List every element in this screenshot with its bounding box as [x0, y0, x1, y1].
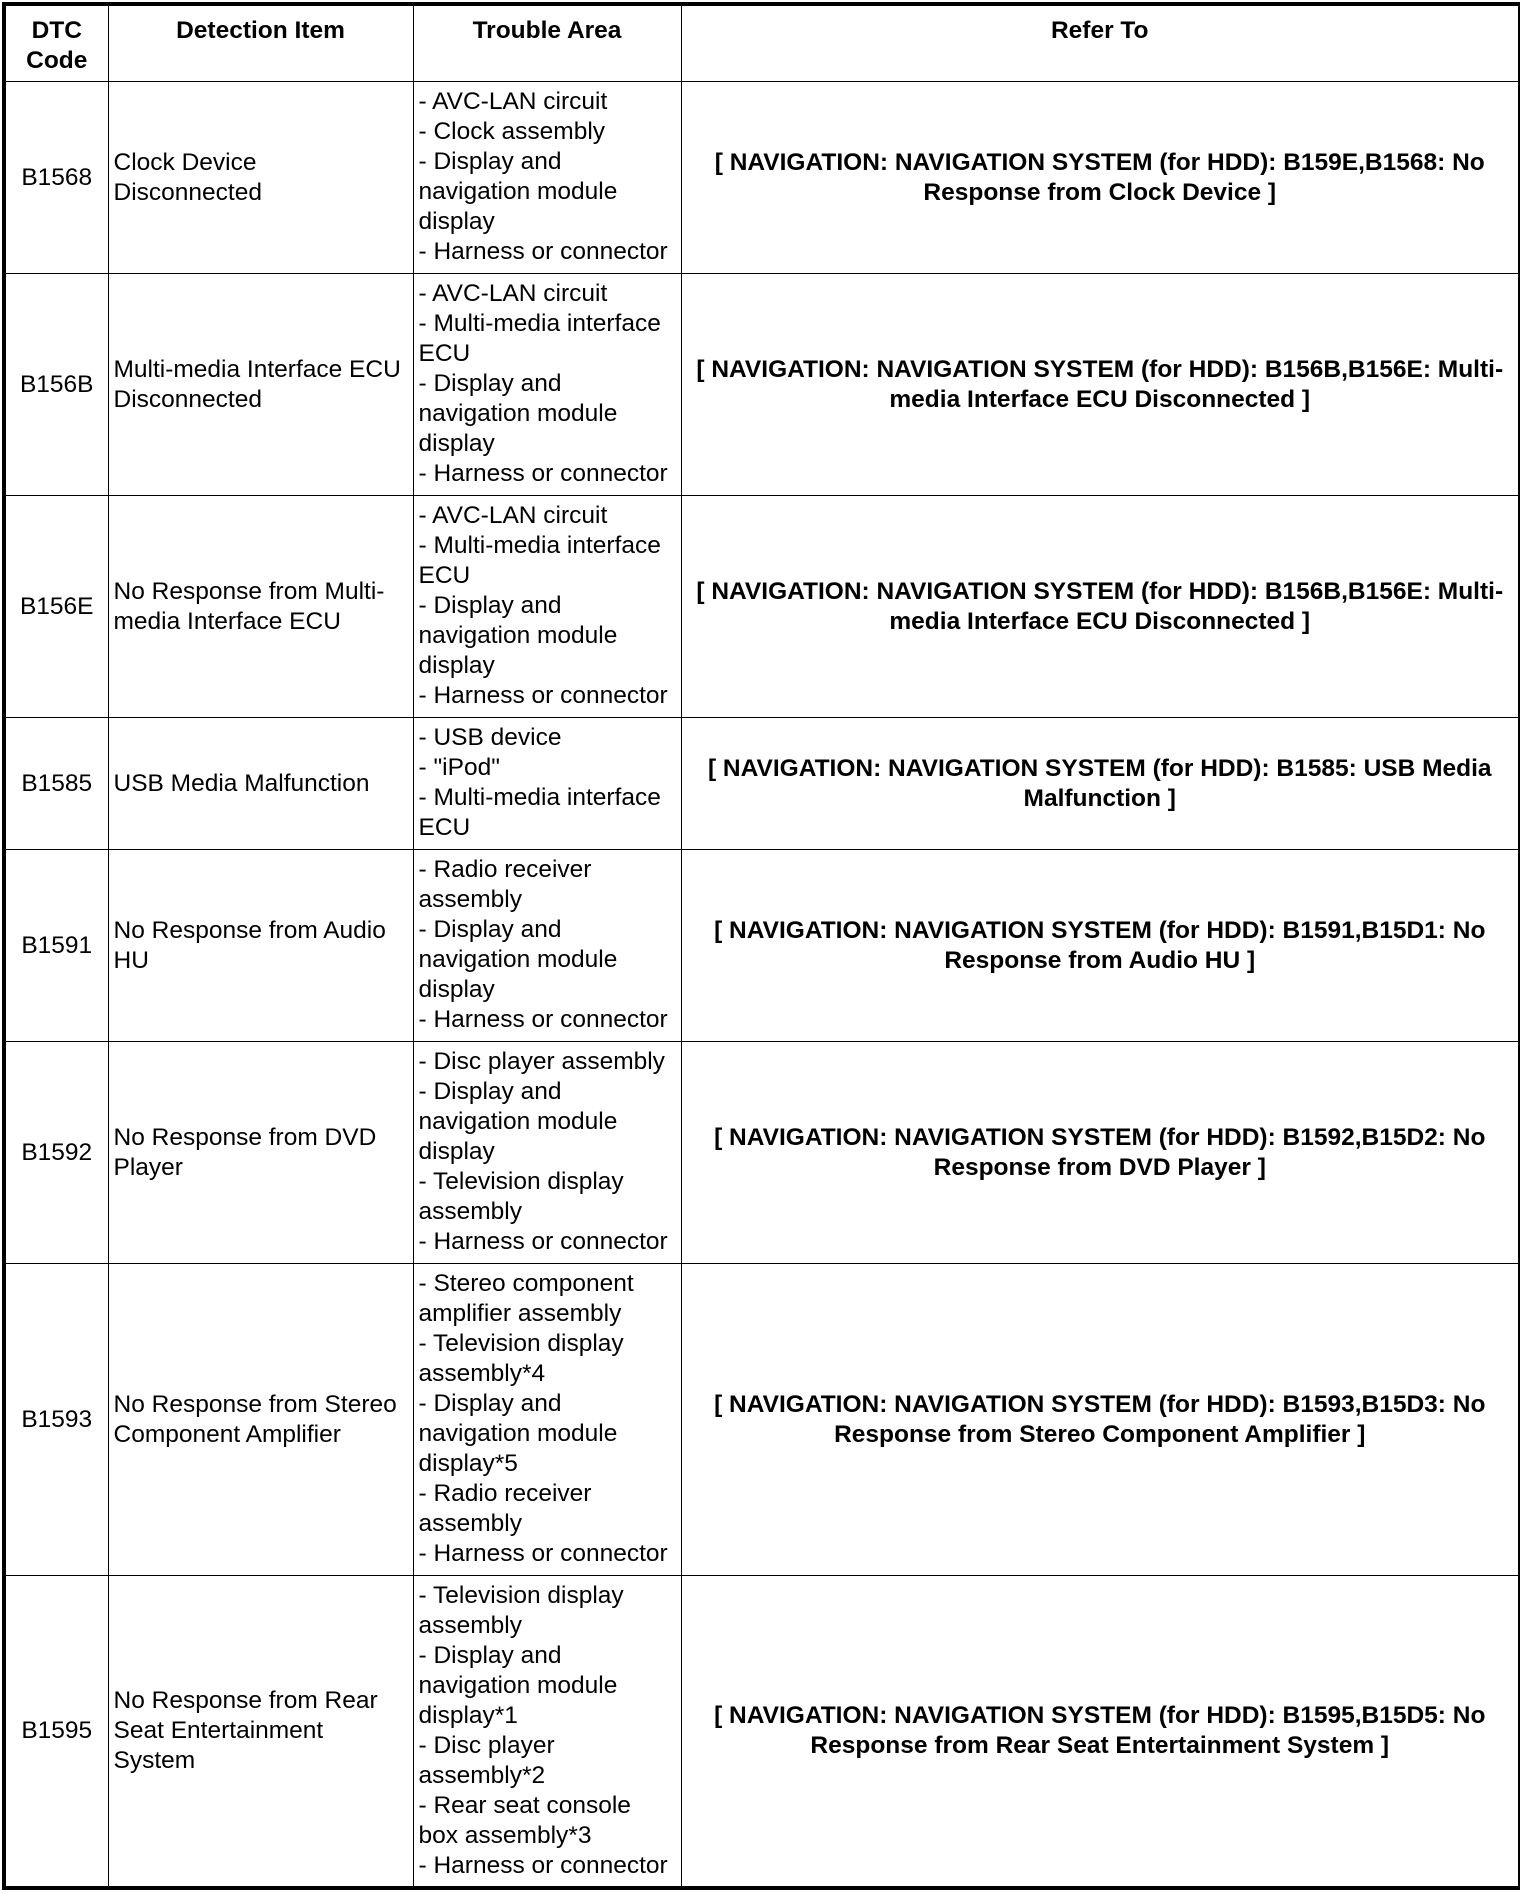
dtc-code-cell: B1595 [4, 1576, 108, 1888]
trouble-area-line: - Radio receiver assembly [418, 856, 592, 913]
trouble-area-cell [413, 496, 681, 718]
refer-to-cell [681, 1576, 1520, 1888]
refer-to-link[interactable]: [ NAVIGATION: NAVIGATION SYSTEM (for HDD): B1593,B15D3: No Response from Stereo Component Amplifier ] [714, 1390, 1486, 1448]
table-row [4, 1042, 1520, 1264]
dtc-code-cell: B1568 [4, 82, 108, 274]
trouble-area-line: - Display and navigation module display [418, 148, 618, 235]
table-row [4, 274, 1520, 496]
table-row [4, 1576, 1520, 1888]
table-row [4, 718, 1520, 850]
trouble-area-line: - USB device [418, 724, 562, 751]
header-dtc-code: DTC Code [4, 4, 108, 82]
refer-to-cell [681, 1042, 1520, 1264]
table-body [4, 82, 1520, 1888]
trouble-area-cell [413, 82, 681, 274]
dtc-code-cell: B1593 [4, 1264, 108, 1576]
trouble-area-cell [413, 1042, 681, 1264]
trouble-area-line: - Television display assembly*4 [418, 1330, 624, 1387]
detection-item-cell: USB Media Malfunction [108, 718, 413, 850]
trouble-area-line: - "iPod" [418, 754, 500, 781]
trouble-area-line: - Harness or connector [418, 1540, 668, 1567]
trouble-area-line: - Multi-media interface ECU [418, 784, 661, 841]
header-refer-to: Refer To [681, 4, 1520, 82]
trouble-area-line: - Display and navigation module display*5 [418, 1390, 618, 1477]
trouble-area-line: - AVC-LAN circuit [418, 502, 608, 529]
detection-item-cell: No Response from Rear Seat Entertainment System [108, 1576, 413, 1888]
trouble-area-line: - Display and navigation module display [418, 1078, 618, 1165]
trouble-area-line: - Clock assembly [418, 118, 606, 145]
trouble-area-line: - Multi-media interface ECU [418, 532, 661, 589]
table-row [4, 496, 1520, 718]
dtc-table [2, 2, 1520, 1890]
trouble-area-line: - Display and navigation module display [418, 370, 618, 457]
refer-to-cell [681, 850, 1520, 1042]
refer-to-cell [681, 496, 1520, 718]
trouble-area-line: - Display and navigation module display [418, 916, 618, 1003]
dtc-code-cell: B156B [4, 274, 108, 496]
trouble-area-line: - Display and navigation module display*1 [418, 1642, 618, 1729]
refer-to-link[interactable]: [ NAVIGATION: NAVIGATION SYSTEM (for HDD): B1591,B15D1: No Response from Audio HU ] [714, 916, 1486, 974]
dtc-table-container [2, 2, 1520, 1890]
trouble-area-line: - Harness or connector [418, 682, 668, 709]
trouble-area-line: - Television display assembly [418, 1582, 624, 1639]
dtc-code-cell: B156E [4, 496, 108, 718]
refer-to-link[interactable]: [ NAVIGATION: NAVIGATION SYSTEM (for HDD): B159E,B1568: No Response from Clock Device ] [714, 148, 1485, 206]
trouble-area-line: - Harness or connector [418, 1006, 668, 1033]
refer-to-cell [681, 718, 1520, 850]
trouble-area-line: - Display and navigation module display [418, 592, 618, 679]
detection-item-cell: Clock Device Disconnected [108, 82, 413, 274]
refer-to-link[interactable]: [ NAVIGATION: NAVIGATION SYSTEM (for HDD): B156B,B156E: Multi-media Interface ECU Disconnected ] [696, 355, 1504, 413]
trouble-area-cell [413, 274, 681, 496]
refer-to-link[interactable]: [ NAVIGATION: NAVIGATION SYSTEM (for HDD): B1585: USB Media Malfunction ] [707, 754, 1492, 812]
detection-item-cell: Multi-media Interface ECU Disconnected [108, 274, 413, 496]
header-detection-item: Detection Item [108, 4, 413, 82]
refer-to-link[interactable]: [ NAVIGATION: NAVIGATION SYSTEM (for HDD): B1592,B15D2: No Response from DVD Player ] [714, 1123, 1486, 1181]
trouble-area-line: - Disc player assembly*2 [418, 1732, 555, 1789]
detection-item-cell: No Response from Multi-media Interface ECU [108, 496, 413, 718]
header-trouble-area: Trouble Area [413, 4, 681, 82]
trouble-area-line: - Harness or connector [418, 238, 668, 265]
trouble-area-line: - Radio receiver assembly [418, 1480, 592, 1537]
trouble-area-cell [413, 1576, 681, 1888]
trouble-area-line: - Harness or connector [418, 1228, 668, 1255]
trouble-area-line: - Multi-media interface ECU [418, 310, 661, 367]
trouble-area-line: - Rear seat console box assembly*3 [418, 1792, 631, 1849]
trouble-area-line: - Television display assembly [418, 1168, 624, 1225]
trouble-area-cell [413, 718, 681, 850]
trouble-area-cell [413, 850, 681, 1042]
refer-to-link[interactable]: [ NAVIGATION: NAVIGATION SYSTEM (for HDD): B156B,B156E: Multi-media Interface ECU Disconnected ] [696, 577, 1504, 635]
detection-item-cell: No Response from DVD Player [108, 1042, 413, 1264]
refer-to-link[interactable]: [ NAVIGATION: NAVIGATION SYSTEM (for HDD): B1595,B15D5: No Response from Rear Seat Entertainment System ] [714, 1701, 1486, 1759]
refer-to-cell [681, 274, 1520, 496]
table-row [4, 850, 1520, 1042]
dtc-code-cell: B1585 [4, 718, 108, 850]
table-row [4, 82, 1520, 274]
trouble-area-line: - Harness or connector [418, 1852, 668, 1879]
detection-item-cell: No Response from Stereo Component Amplifier [108, 1264, 413, 1576]
trouble-area-line: - AVC-LAN circuit [418, 280, 608, 307]
trouble-area-line: - Stereo component amplifier assembly [418, 1270, 634, 1327]
trouble-area-cell [413, 1264, 681, 1576]
table-row [4, 1264, 1520, 1576]
table-header-row [4, 4, 1520, 82]
trouble-area-line: - AVC-LAN circuit [418, 88, 608, 115]
dtc-code-cell: B1592 [4, 1042, 108, 1264]
refer-to-cell [681, 82, 1520, 274]
refer-to-cell [681, 1264, 1520, 1576]
trouble-area-line: - Disc player assembly [418, 1048, 665, 1075]
dtc-code-cell: B1591 [4, 850, 108, 1042]
trouble-area-line: - Harness or connector [418, 460, 668, 487]
detection-item-cell: No Response from Audio HU [108, 850, 413, 1042]
